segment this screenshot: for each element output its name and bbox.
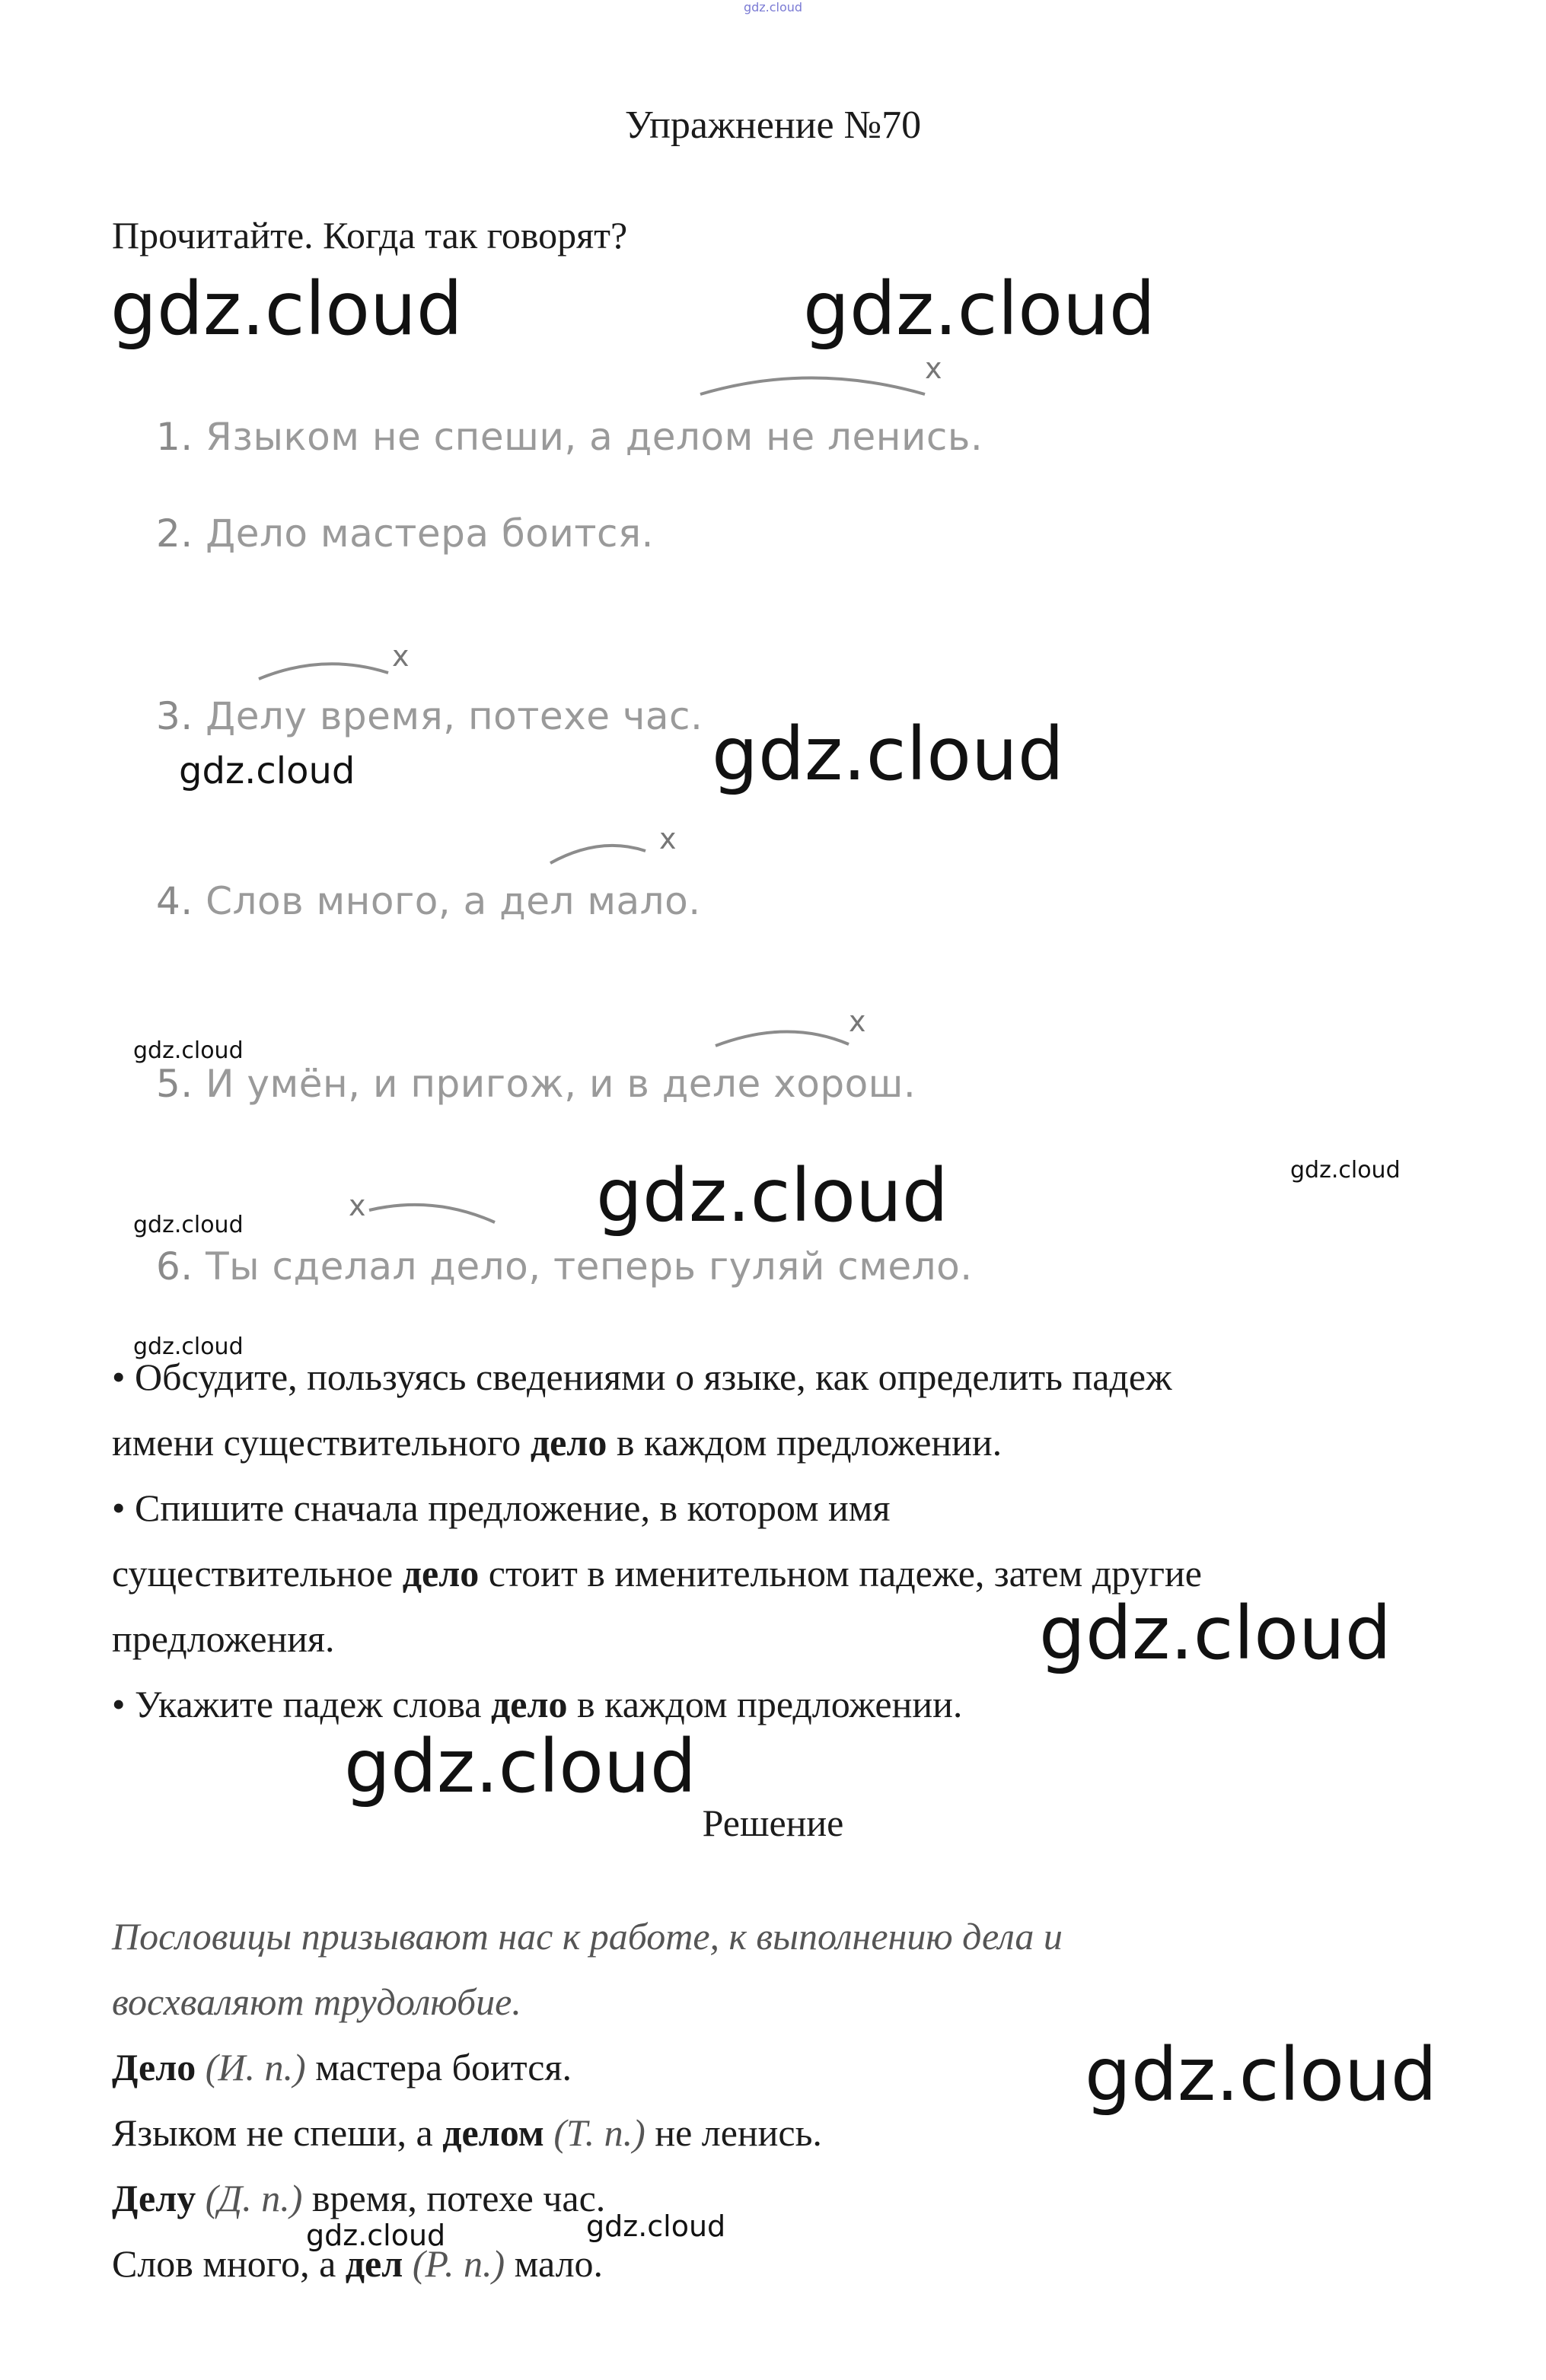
proverb-2 [156, 511, 654, 556]
proverb-text: Делу время, потехе час. [206, 694, 703, 738]
morpheme-arc-mark [255, 648, 407, 687]
keyword-delo: дело [530, 1421, 607, 1464]
watermark: gdz.cloud [133, 1212, 244, 1238]
solution-intro-1: Пословицы призывают нас к работе, к выполнению дела и [112, 1915, 1063, 1958]
keyword-delo: дело [491, 1683, 568, 1725]
proverb-number: 5. [156, 1062, 193, 1106]
watermark: gdz.cloud [133, 1333, 244, 1360]
header-watermark: gdz.cloud [743, 0, 803, 14]
watermark: gdz.cloud [306, 2219, 446, 2252]
instruction-3: • Спишите сначала предложение, в котором имя [112, 1486, 891, 1529]
watermark: gdz.cloud [596, 1153, 948, 1238]
solution-sentence-2: Языком не спеши, а делом (Т. п.) не ленись. [112, 2111, 822, 2154]
watermark: gdz.cloud [133, 1037, 244, 1064]
solution-sentence-3: Делу (Д. п.) время, потехе час. [112, 2177, 606, 2219]
watermark: gdz.cloud [712, 712, 1064, 797]
proverb-text: Языком не спеши, а делом не ленись. [206, 415, 983, 459]
keyword-delo: дело [402, 1552, 480, 1595]
morpheme-arc-mark [712, 1018, 864, 1053]
arc-cross-mark: x [849, 1005, 866, 1038]
instruction-2: имени существительного дело в каждом предложении. [112, 1421, 1003, 1464]
morpheme-arc-mark [547, 836, 661, 870]
watermark: gdz.cloud [803, 266, 1156, 352]
arc-cross-mark: x [349, 1189, 366, 1222]
proverb-number: 4. [156, 879, 193, 923]
solution-sentence-4: Слов много, а дел (Р. п.) мало. [112, 2242, 604, 2285]
arc-cross-mark: x [925, 352, 942, 385]
proverb-text: Ты сделал дело, теперь гуляй смело. [206, 1244, 973, 1289]
proverb-number: 6. [156, 1244, 193, 1289]
proverb-3 [156, 694, 703, 738]
instruction-6: • Укажите падеж слова дело в каждом предложении. [112, 1683, 963, 1725]
proverb-6 [156, 1244, 973, 1289]
watermark: gdz.cloud [1039, 1591, 1391, 1676]
arc-cross-mark: x [392, 639, 410, 673]
proverb-5 [156, 1062, 916, 1106]
watermark: gdz.cloud [179, 750, 355, 792]
exercise-title: Упражнение №70 [624, 104, 922, 147]
solution-sentence-1: Дело (И. п.) мастера боится. [112, 2046, 572, 2088]
proverb-number: 1. [156, 415, 193, 459]
watermark: gdz.cloud [110, 266, 463, 352]
instruction-4: существительное дело стоит в именительном падеже, затем другие [112, 1552, 1202, 1595]
proverb-number: 3. [156, 694, 193, 738]
watermark: gdz.cloud [344, 1724, 696, 1809]
proverb-text: И умён, и пригож, и в деле хорош. [206, 1062, 916, 1106]
instruction-1: • Обсудите, пользуясь сведениями о языке, как определить падеж [112, 1356, 1172, 1398]
instruction-5: предложения. [112, 1617, 335, 1660]
proverb-text: Дело мастера боится. [206, 511, 654, 556]
watermark: gdz.cloud [1290, 1157, 1401, 1184]
proverb-text: Слов много, а дел мало. [206, 879, 701, 923]
morpheme-arc-mark [365, 1195, 502, 1229]
proverb-4 [156, 879, 701, 923]
watermark: gdz.cloud [586, 2210, 726, 2243]
morpheme-arc-mark [696, 358, 955, 403]
solution-intro-2: восхваляют трудолюбие. [112, 1980, 521, 2023]
arc-cross-mark: x [659, 822, 677, 855]
proverb-number: 2. [156, 511, 193, 556]
task-text: Прочитайте. Когда так говорят? [112, 214, 628, 256]
proverb-1 [156, 415, 983, 459]
watermark: gdz.cloud [1085, 2032, 1437, 2117]
solution-title: Решение [702, 1802, 844, 1844]
